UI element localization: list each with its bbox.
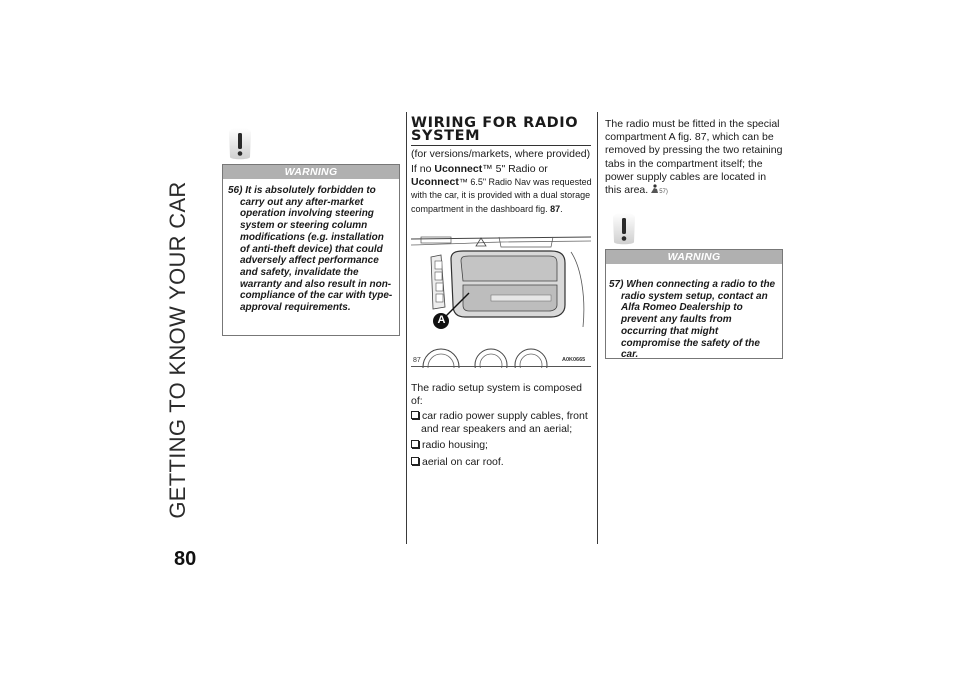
warning-reference: 57) — [659, 189, 668, 196]
warning-header-right: WARNING — [606, 250, 782, 264]
section-title-rule — [411, 145, 591, 146]
section-title: WIRING FOR RADIO SYSTEM — [411, 115, 579, 144]
intro-brand-2: Uconnect — [411, 176, 459, 189]
intro-end: . — [560, 203, 563, 214]
composition-intro: The radio setup system is composed of: — [411, 382, 582, 408]
column-divider-right — [597, 112, 598, 544]
radio-fitting-text: The radio must be fitted in the special compartment A fig. 87, which can be removed by pressing the two retaining tabs in the compartment itself; the power supply cables are located in this area. 57) — [605, 118, 783, 197]
checkbox-bullet-icon — [411, 457, 419, 465]
dashboard-illustration — [411, 227, 591, 368]
intro-model-1: ™ 5" Radio or — [482, 163, 548, 175]
figure-number: 87 — [413, 357, 421, 364]
warning-text-right-body: 57) When connecting a radio to the radio system setup, contact an Alfa Romeo Dealership to prevent any faults from occurring that might compromise the safety of the car. — [609, 279, 776, 361]
column-divider-left — [406, 112, 407, 544]
figure-code: A0K0665 — [562, 357, 586, 363]
intro-model-2: ™ 6.5" Radio Nav was requested with the car, it is provided with a dual storage compartment in the dashboard fig. — [411, 177, 592, 214]
composition-list — [411, 410, 595, 472]
warning-exclamation-icon — [226, 127, 254, 161]
warning-exclamation-icon — [610, 212, 638, 246]
intro-fig-ref: 87 — [550, 203, 561, 214]
warning-text-left-body: 56) It is absolutely forbidden to carry out any after-market operation involving steering system or steering column modifications (e.g. installation of anti-theft device) that could adversely affect performance and safety, invalidate the warranty and also result in non-compliance of the car with type-approval requirements. — [228, 185, 393, 314]
intro-brand-1: Uconnect — [434, 163, 483, 175]
warning-header-left: WARNING — [223, 165, 399, 179]
warning-text-left — [228, 185, 396, 314]
checkbox-bullet-icon — [411, 440, 419, 448]
figure-rule — [411, 366, 591, 367]
section-subtitle: (for versions/markets, where provided) — [411, 148, 591, 160]
list-item: aerial on car roof. — [411, 456, 595, 469]
figure-dashboard-compartment — [411, 227, 591, 368]
warning-text-right — [609, 279, 777, 361]
side-title-text: GETTING TO KNOW YOUR CAR — [165, 181, 190, 519]
list-item: car radio power supply cables, front and rear speakers and an aerial; — [411, 410, 595, 436]
person-reading-icon — [650, 184, 659, 194]
section-intro — [411, 163, 595, 216]
figure-callout-a: A — [437, 314, 446, 326]
list-item: radio housing; — [411, 439, 595, 452]
page-number: 80 — [174, 548, 197, 570]
intro-prefix: If no — [411, 163, 435, 175]
checkbox-bullet-icon — [411, 411, 419, 419]
